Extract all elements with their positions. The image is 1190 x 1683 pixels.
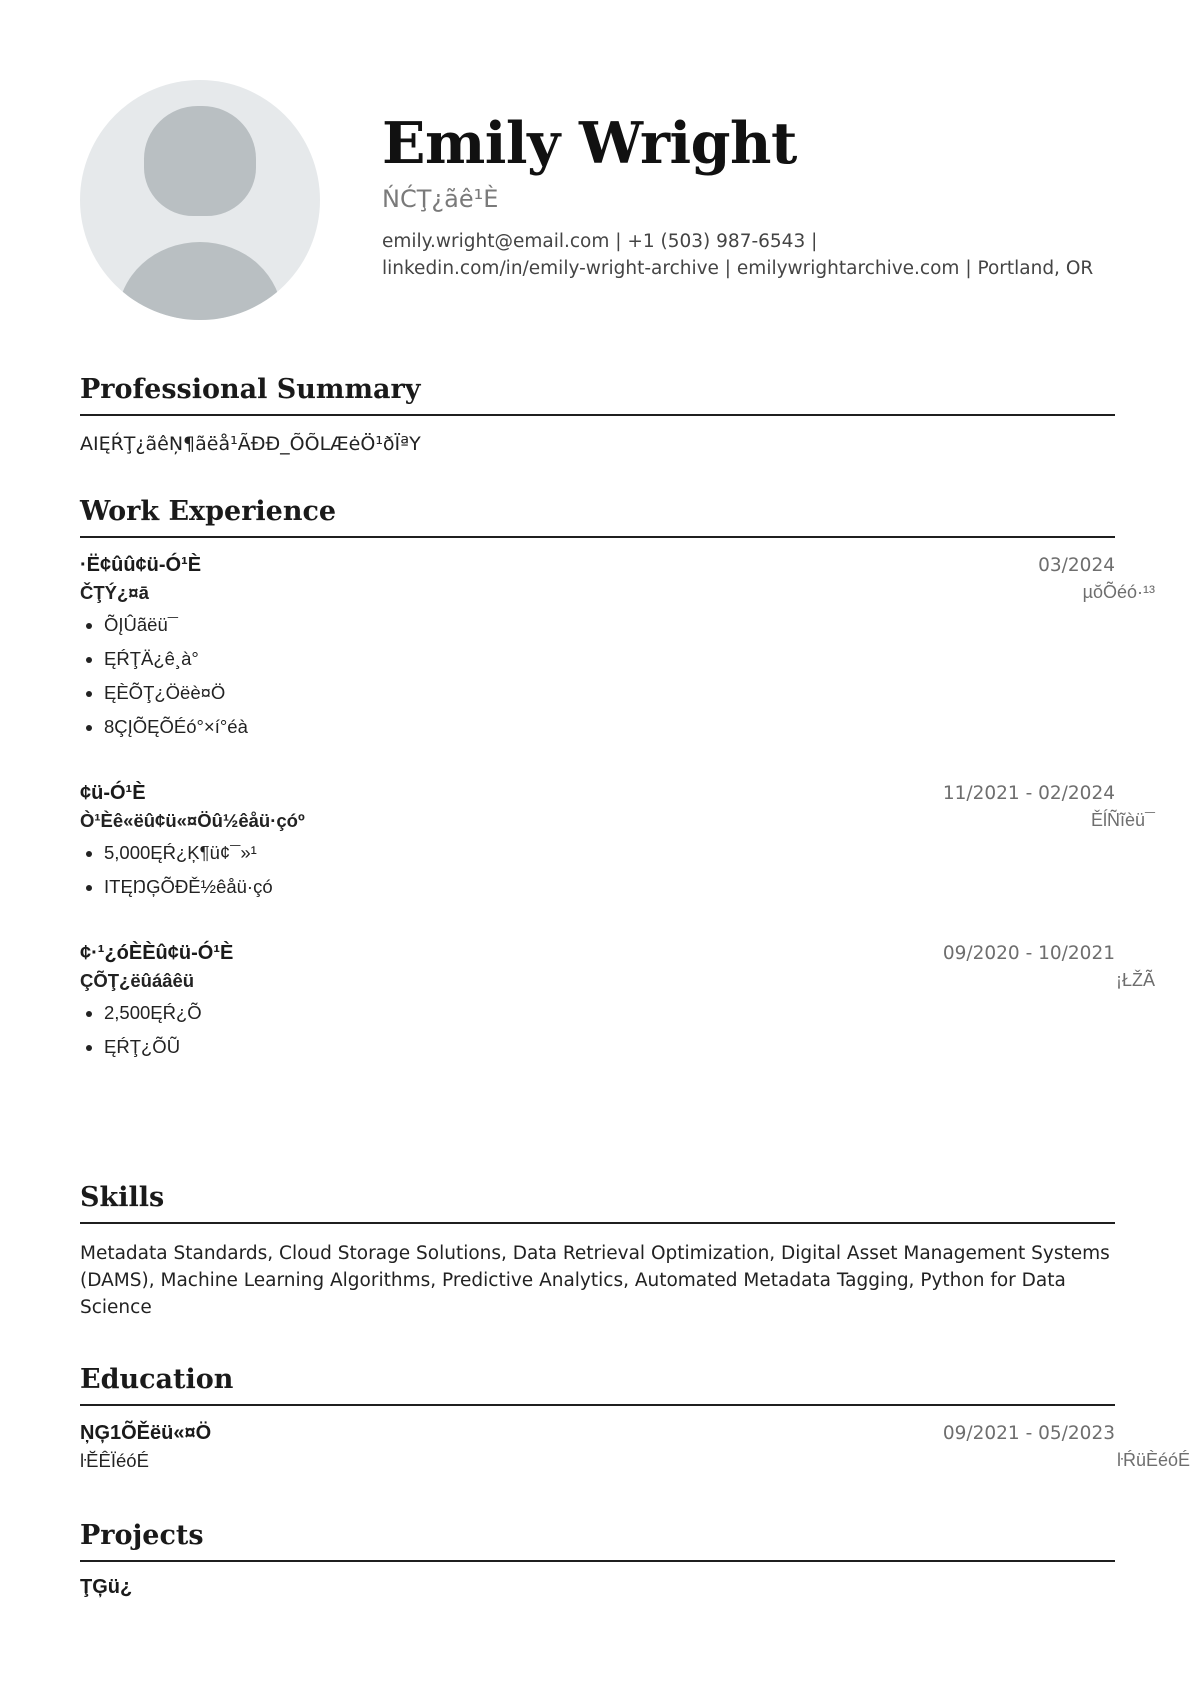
job-subheader: [80, 807, 1155, 834]
job-bullet: • ĘŔŢÄ¿ê¸à°: [104, 642, 1115, 676]
candidate-name: Emily Wright: [382, 110, 797, 177]
avatar-placeholder: [80, 80, 320, 320]
contact-info: [382, 228, 1115, 282]
education-section: [80, 1362, 1190, 1474]
skills-text: Metadata Standards, Cloud Storage Solutions, Data Retrieval Optimization, Digital Asset Management Systems (DAMS), Machine Learning Algorithms, Predictive Analytics, Automated Metadata Tagging, Python for Data Science: [80, 1243, 1110, 1318]
education-header: [80, 1420, 1115, 1447]
experience-heading: Work Experience: [80, 494, 1115, 538]
job-header: [80, 552, 1115, 579]
job-company: ČŢÝ¿¤ā: [80, 582, 149, 603]
job-date: 11/2021 - 02/2024: [942, 783, 1115, 804]
projects-section: [80, 1518, 1115, 1599]
education-subheader: [80, 1447, 1190, 1474]
job-company: ÇÕŢ¿ëûáâêü: [80, 970, 195, 991]
job-location: ĚĺÑĩèü¯: [1091, 810, 1155, 830]
job-bullet: • 8ÇĮÕĘÕÉó°×í°éà: [104, 710, 1115, 744]
education-entry: [80, 1420, 1190, 1474]
job-title: ·Ë¢ûû¢ü-Ó¹È: [80, 554, 202, 576]
projects-heading: Projects: [80, 1518, 1115, 1562]
job-header: [80, 780, 1115, 807]
job-date: 03/2024: [1038, 555, 1115, 576]
experience-section: [80, 494, 1155, 1064]
candidate-title: ŃĆŢ¿ãê¹È: [382, 185, 499, 213]
job-title: ¢·¹¿óÈÈû¢ü-Ó¹È: [80, 942, 234, 964]
job-subheader: [80, 967, 1155, 994]
project-name: ŢĢü¿: [80, 1576, 133, 1598]
skills-heading: Skills: [80, 1180, 1115, 1224]
job-bullets: [80, 836, 1115, 904]
job-title: ¢ü-Ó¹È: [80, 782, 146, 804]
contact-line-2: linkedin.com/in/emily-wright-archive | emilywrightarchive.com | Portland, OR: [382, 258, 1094, 279]
job-bullet: • ITĘŊĢÕÐĚ½êåü·çó: [104, 870, 1115, 904]
job-header: [80, 940, 1115, 967]
job-company: Ò¹Èê«ëû¢ü«¤Öû½êåü·çóº: [80, 810, 305, 831]
job-subheader: [80, 579, 1155, 606]
job-bullet: • ÕĮÛãëü¯: [104, 608, 1115, 642]
contact-line-1: emily.wright@email.com | +1 (503) 987-6543 |: [382, 231, 818, 252]
job-entry: [80, 780, 1155, 904]
job-entry: [80, 552, 1155, 744]
job-bullets: [80, 996, 1115, 1064]
education-date: 09/2021 - 05/2023: [942, 1423, 1115, 1444]
education-school: ŀĔÊÏéóÉ: [80, 1450, 149, 1471]
job-entry: [80, 940, 1155, 1064]
summary-section: [80, 372, 1115, 458]
summary-heading: Professional Summary: [80, 372, 1115, 416]
job-bullet: • 5,000ĘŔ¿Ķ¶ü¢¯»¹: [104, 836, 1115, 870]
education-heading: Education: [80, 1362, 1115, 1406]
resume-page: [80, 0, 1190, 1683]
avatar-shoulders-shape: [118, 242, 282, 320]
job-date: 09/2020 - 10/2021: [942, 943, 1115, 964]
job-bullet: • ĘÈÕŢ¿Öëè¤Ö: [104, 676, 1115, 710]
skills-section: [80, 1180, 1115, 1321]
job-bullet: • 2,500ĘŔ¿Õ: [104, 996, 1115, 1030]
job-bullets: [80, 608, 1115, 744]
education-location: ŀŔüÈéóÉ: [1116, 1450, 1190, 1470]
job-location: µŏÕéó·¹³: [1082, 582, 1155, 602]
education-degree: ŅĢ1ÕĚëü«¤Ö: [80, 1422, 212, 1444]
resume-header: [382, 110, 1115, 282]
summary-text: AIĘŔŢ¿ãêŅ¶ãëå¹ÃÐÐ_ÕÕLÆėÖ¹ðÏªY: [80, 433, 421, 455]
job-bullet: • ĘŔŢ¿ÕŨ: [104, 1030, 1115, 1064]
job-location: ¡ŁŽÃ: [1115, 970, 1155, 990]
avatar-head-shape: [144, 106, 256, 216]
